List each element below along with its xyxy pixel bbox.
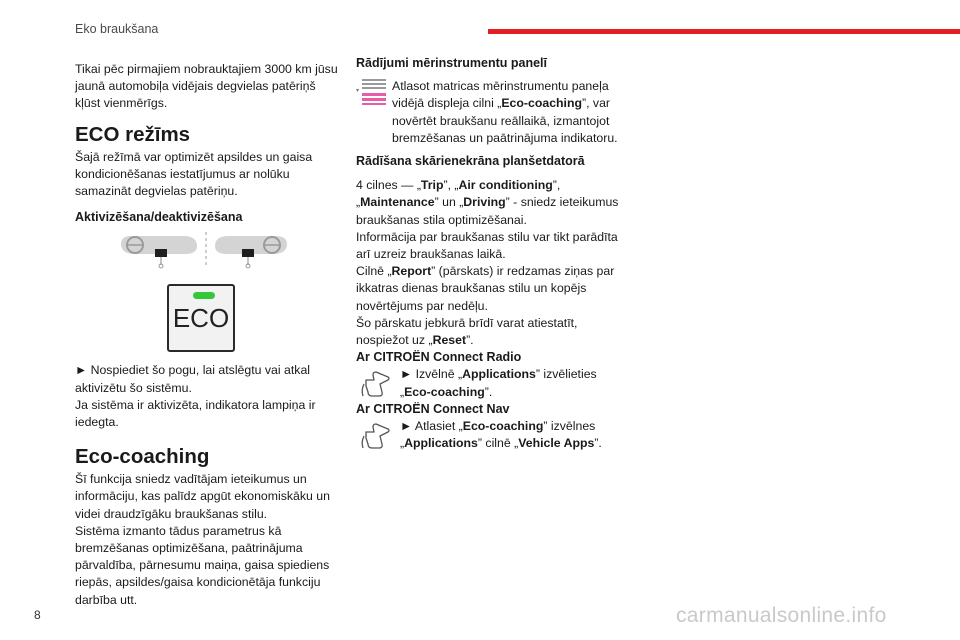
connect-radio-step: [356, 366, 626, 400]
page-number: 8: [34, 608, 41, 622]
tabs-tail: ” - sniedz ieteikumus braukšanas stila optimizēšanai.: [356, 195, 619, 227]
eco-coaching-heading: Eco-coaching: [75, 445, 210, 469]
reset-bold: Reset: [432, 333, 467, 348]
connect-nav-step: [356, 418, 626, 452]
tablet-heading: Rādīšana skārienekrāna planšetdatorā: [356, 154, 585, 169]
report-bold: Report: [391, 264, 432, 279]
eco-mode-text: Šajā režīmā var optimizēt apsildes un gaisa kondicionēšanas iestatījumus ar nolūku samazināt degvielas patēriņu.: [75, 149, 313, 199]
tabs-sep-2: ”, „: [356, 178, 561, 210]
intro-paragraph: Tikai pēc pirmajiem nobrauktajiem 3000 km jūsu jaunā automobiļa vidējais degvielas patēriņš kļūst vienmērīgs.: [75, 62, 338, 111]
header-title: Eko braukšana: [75, 22, 159, 36]
watermark: carmanualsonline.info: [676, 604, 887, 627]
tabs-paragraph: [356, 177, 626, 229]
radio-applications: Applications: [462, 367, 536, 382]
activation-heading: Aktivizēšana/deaktivizēšana: [75, 210, 243, 225]
eco-button-illustration: [75, 238, 343, 356]
report-text-a: Cilnē „: [356, 264, 392, 279]
connect-nav-heading: Ar CITROËN Connect Nav: [356, 401, 510, 416]
report-text-b: ” (pārskats) ir redzamas ziņas par ikkatras dienas braukšanas stilu un kopējs novērtējums par nedēļu.: [356, 264, 615, 313]
instrument-panel-paragraph: [356, 78, 626, 147]
svg-text:▾: ▾: [356, 88, 360, 95]
eco-indicator-lamp: [193, 292, 215, 299]
tab-trip: Trip: [420, 178, 444, 193]
nav-vehicle-apps: Vehicle Apps: [518, 436, 595, 451]
dashboard-location-icon: [75, 224, 343, 270]
touch-hand-icon: [360, 370, 392, 398]
panel-text-b: ”, var novērtēt braukšanu reāllaikā, izmantojot bremzēšanas un paātrinājuma indikatoru.: [392, 96, 618, 145]
eco-coaching-text-2: Sistēma izmanto tādus parametrus kā bremzēšanas optimizēšana, paātrinājuma pārvaldība, pārnesumu maiņa, gaisa spiediens riepās, apsildes/gaisa kondicionētāja funkciju darbība utt.: [75, 523, 330, 607]
nav-applications: Applications: [404, 436, 478, 451]
header-accent-bar: [488, 29, 960, 34]
report-paragraph: [356, 263, 626, 315]
indicator-text: Ja sistēma ir aktivizēta, indikatora lampiņa ir iedegta.: [75, 397, 316, 430]
nav-text-b: ” izvēlnes „: [400, 419, 596, 451]
panel-text-a: Atlasot matricas mērinstrumentu paneļa vidējā displeja cilni „: [392, 79, 609, 111]
left-column: [75, 61, 343, 609]
instrument-panel-heading: Rādījumi mērinstrumentu panelī: [356, 56, 548, 70]
nav-text-c: ” cilnē „: [477, 436, 519, 451]
right-column: [356, 55, 626, 452]
nav-eco-coaching: Eco-coaching: [462, 419, 544, 434]
radio-eco-coaching: Eco-coaching: [404, 384, 485, 399]
radio-text-b: ” izvēlieties „: [400, 367, 597, 399]
eco-button[interactable]: [167, 284, 235, 352]
instrument-display-icon: [356, 78, 388, 106]
press-instruction: ► Nospiediet šo pogu, lai atslēgtu vai atkal aktivizētu šo sistēmu.: [75, 363, 311, 395]
reset-text-a: Šo pārskatu jebkurā brīdī varat atiestatīt, nospiežot uz „: [356, 315, 578, 348]
nav-text-d: ”.: [594, 436, 602, 451]
reset-paragraph: [356, 315, 626, 349]
tabs-lead: 4 cilnes — „: [356, 178, 421, 193]
eco-mode-heading: ECO režīms: [75, 122, 191, 146]
tab-maintenance: Maintenance: [360, 195, 435, 210]
info-line: Informācija par braukšanas stilu var tikt parādīta arī uzreiz braukšanas laikā.: [356, 229, 618, 262]
reset-text-b: ”.: [466, 333, 474, 348]
radio-text-a: ► Izvēlnē „: [400, 367, 463, 382]
eco-coaching-text-1: Šī funkcija sniedz vadītājam ieteikumus un informāciju, kas palīdz apgūt ekonomiskāku un videi draudzīgāku braukšanas stilu.: [75, 472, 330, 521]
tabs-sep-3: ” un „: [434, 195, 464, 210]
eco-button-label: ECO: [172, 303, 230, 334]
panel-text-bold: Eco-coaching: [501, 96, 582, 111]
touch-hand-icon: [360, 422, 392, 450]
tab-driving: Driving: [463, 195, 506, 210]
radio-text-c: ”.: [484, 384, 493, 399]
tab-air-conditioning: Air conditioning: [458, 178, 553, 193]
nav-text-a: ► Atlasiet „: [400, 419, 463, 434]
connect-radio-heading: Ar CITROËN Connect Radio: [356, 350, 522, 365]
tabs-sep-1: ”, „: [443, 178, 459, 193]
